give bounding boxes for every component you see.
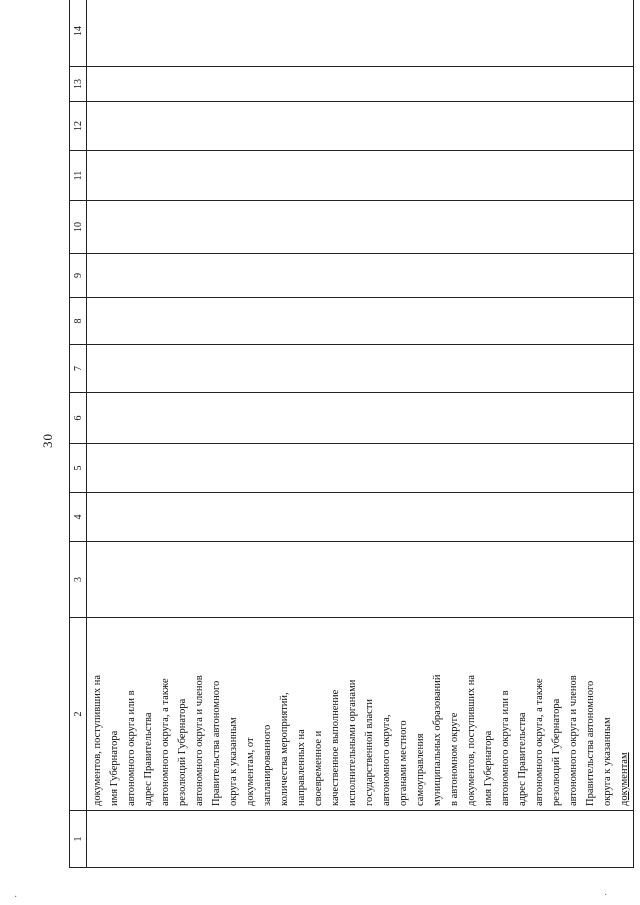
description-line: автономного округа и членов (194, 675, 205, 806)
column-header-10: 10 (70, 201, 87, 254)
description-line: запланированного (262, 724, 273, 806)
column-header-5: 5 (70, 444, 87, 493)
cell-col-11 (87, 151, 634, 201)
scan-mark-right: · (604, 890, 608, 901)
scan-mark-left: · (14, 892, 18, 903)
description-line: адрес Правительства (517, 712, 528, 806)
cell-col-12 (87, 102, 634, 151)
description-line: государственной власти (364, 698, 375, 806)
description-line: документам (619, 752, 630, 806)
table-wrapper (69, 10, 630, 868)
description-line: качественное выполнение (330, 689, 341, 806)
description-line: органами местного (398, 720, 409, 806)
column-header-8: 8 (70, 298, 87, 345)
description-line: в автономном округе (449, 712, 460, 806)
description-line: своевременное и (313, 730, 324, 806)
description-line: исполнительными органами (347, 679, 358, 806)
page-number: 30 (40, 433, 55, 448)
description-line: автономного округа, (381, 714, 392, 806)
description-line: документов, поступивших на (466, 674, 477, 806)
cell-col-13 (87, 67, 634, 102)
cell-col-7 (87, 345, 634, 393)
cell-col-4 (87, 493, 634, 542)
indicator-description-cell (87, 618, 634, 811)
description-line: количества мероприятий, (279, 692, 290, 806)
description-line: резолюций Губернатора (177, 698, 188, 806)
column-header-11: 11 (70, 151, 87, 201)
description-line: документов, поступивших на (92, 674, 103, 806)
column-header-7: 7 (70, 345, 87, 393)
cell-col-14 (87, 0, 634, 67)
column-header-13: 13 (70, 67, 87, 102)
description-line: адрес Правительства (143, 712, 154, 806)
description-line: имя Губернатора (483, 730, 494, 806)
cell-col-10 (87, 201, 634, 254)
cell-col-9 (87, 254, 634, 298)
description-line: самоуправления (415, 733, 426, 806)
description-line: муниципальных образований (432, 674, 443, 806)
description-line: округа к указанным (228, 717, 239, 806)
cell-col-5 (87, 444, 634, 493)
cell-col-6 (87, 393, 634, 444)
description-line: автономного округа и членов (568, 675, 579, 806)
column-header-2: 2 (70, 618, 87, 811)
description-line: автономного округа, а также (534, 678, 545, 806)
column-header-6: 6 (70, 393, 87, 444)
description-line: автономного округа или в (500, 690, 511, 806)
cell-col-1 (87, 811, 634, 868)
column-header-3: 3 (70, 542, 87, 618)
description-line: автономного округа, а также (160, 678, 171, 806)
column-header-4: 4 (70, 493, 87, 542)
column-header-1: 1 (70, 811, 87, 868)
description-line: имя Губернатора (109, 730, 120, 806)
description-line: округа к указанным (602, 717, 613, 806)
description-line: направленных на (296, 729, 307, 806)
header-row (70, 0, 87, 868)
description-line: резолюций Губернатора (551, 698, 562, 806)
column-header-9: 9 (70, 254, 87, 298)
report-table (69, 0, 634, 868)
cell-col-3 (87, 542, 634, 618)
description-line: документам, от (245, 737, 256, 806)
column-header-14: 14 (70, 0, 87, 67)
description-line: автономного округа или в (126, 690, 137, 806)
description-line: Правительства автономного (585, 680, 596, 806)
table-row (87, 0, 634, 868)
column-header-12: 12 (70, 102, 87, 151)
cell-col-8 (87, 298, 634, 345)
description-line: Правительства автономного (211, 680, 222, 806)
